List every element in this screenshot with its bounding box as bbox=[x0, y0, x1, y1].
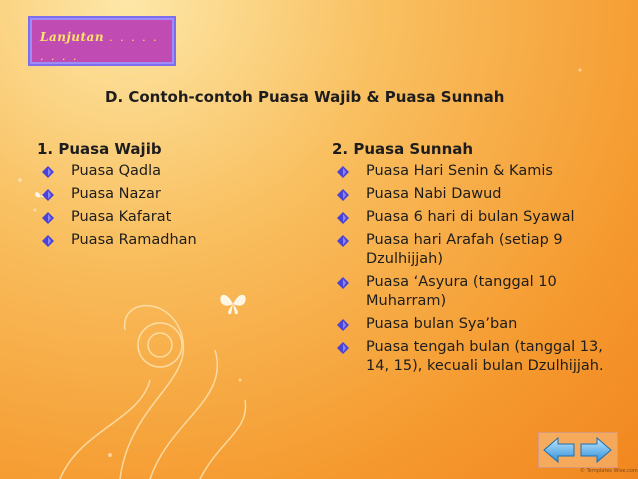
list-item: Puasa Nazar bbox=[37, 185, 277, 204]
wajib-column bbox=[37, 140, 277, 254]
wajib-heading: 1. Puasa Wajib bbox=[37, 140, 162, 158]
diamond-bullet-icon bbox=[337, 235, 349, 247]
list-item: Puasa tengah bulan (tanggal 13, 14, 15), kecuali bulan Dzulhijjah. bbox=[332, 338, 612, 376]
template-credit: © Templates Wise.com bbox=[580, 468, 638, 474]
continuation-badge bbox=[28, 16, 176, 80]
list-item: Puasa hari Arafah (setiap 9 Dzulhijjah) bbox=[332, 231, 612, 269]
sunnah-list bbox=[332, 162, 612, 376]
list-item: Puasa bulan Sya’ban bbox=[332, 315, 612, 334]
diamond-bullet-icon bbox=[337, 212, 349, 224]
arrow-right-icon[interactable] bbox=[579, 436, 613, 464]
diamond-bullet-icon bbox=[42, 212, 54, 224]
diamond-bullet-icon bbox=[337, 319, 349, 331]
list-item: Puasa ‘Asyura (tanggal 10 Muharram) bbox=[332, 273, 612, 311]
diamond-bullet-icon bbox=[337, 277, 349, 289]
diamond-bullet-icon bbox=[337, 166, 349, 178]
list-item: Puasa Qadla bbox=[37, 162, 277, 181]
badge-label: Lanjutan bbox=[40, 30, 105, 44]
diamond-bullet-icon bbox=[42, 235, 54, 247]
slide-title: D. Contoh-contoh Puasa Wajib & Puasa Sunnah bbox=[105, 88, 505, 106]
diamond-bullet-icon bbox=[42, 166, 54, 178]
list-item: Puasa 6 hari di bulan Syawal bbox=[332, 208, 612, 227]
badge-dots: . . . . . . . . . bbox=[40, 31, 159, 63]
diamond-bullet-icon bbox=[42, 189, 54, 201]
list-item: Puasa Ramadhan bbox=[37, 231, 277, 250]
list-item: Puasa Nabi Dawud bbox=[332, 185, 612, 204]
badge-dots-2: . . . . . . bbox=[84, 67, 145, 80]
navigation-controls bbox=[538, 432, 618, 468]
list-item: Puasa Hari Senin & Kamis bbox=[332, 162, 612, 181]
diamond-bullet-icon bbox=[337, 189, 349, 201]
arrow-left-icon[interactable] bbox=[542, 436, 576, 464]
wajib-list bbox=[37, 162, 277, 250]
diamond-bullet-icon bbox=[337, 342, 349, 354]
sunnah-heading: 2. Puasa Sunnah bbox=[332, 140, 474, 158]
sunnah-column bbox=[332, 140, 612, 380]
list-item: Puasa Kafarat bbox=[37, 208, 277, 227]
butterfly-icon bbox=[218, 290, 248, 316]
